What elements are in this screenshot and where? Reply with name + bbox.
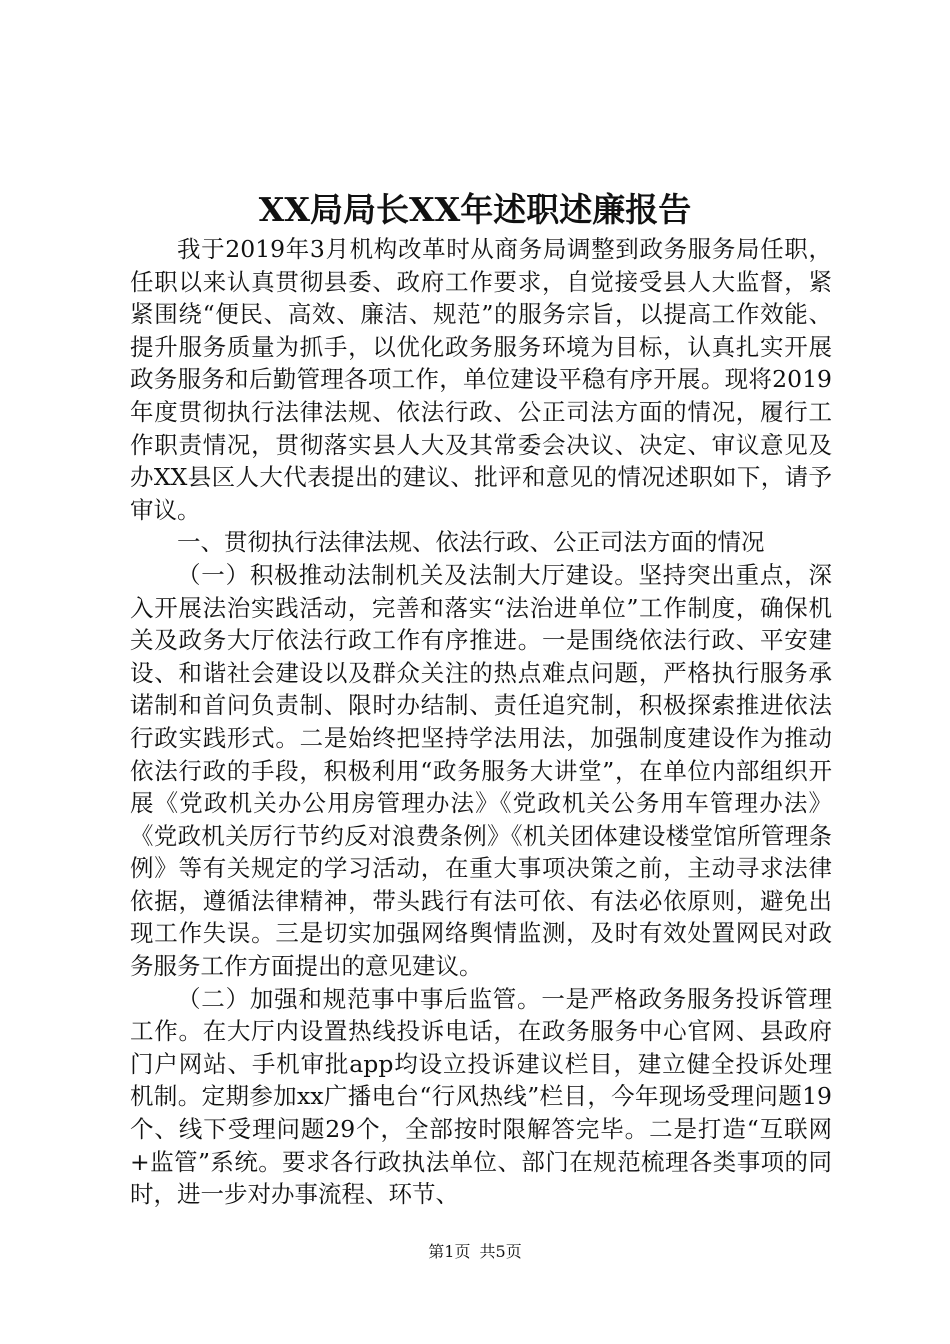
section-heading-1: 一、贯彻执行法律法规、依法行政、公正司法方面的情况	[177, 528, 765, 557]
document-title: XX局局长XX年述职述廉报告	[258, 190, 692, 229]
document-body	[130, 233, 832, 1211]
subsection-paragraph-1: （一）积极推动法制机关及法制大厅建设。坚持突出重点，深入开展法治实践活动，完善和落实“法治进单位”工作制度，确保机关及政务大厅依法行政工作有序推进。一是围绕依法行政、平安建设、和谐社会建设以及群众关注的热点难点问题，严格执行服务承诺制和首问负责制、限时办结制、责任追究制，积极探索推进依法行政实践形式。二是始终把坚持学法用法，加强制度建设作为推动依法行政的手段，积极利用“政务服务大讲堂”，在单位内部组织开展《党政机关办公用房管理办法》《党政机关公务用车管理办法》《党政机关厉行节约反对浪费条例》《机关团体建设楼堂馆所管理条例》等有关规定的学习活动，在重大事项决策之前，主动寻求法律依据，遵循法律精神，带头践行有法可依、有法必依原则，避免出现工作失误。三是切实加强网络舆情监测，及时有效处置网民对政务服务工作方面提出的意见建议。	[130, 560, 832, 981]
page-number: 第1页	[428, 1242, 471, 1261]
subsection-paragraph-2: （二）加强和规范事中事后监管。一是严格政务服务投诉管理工作。在大厅内设置热线投诉电话，在政务服务中心官网、县政府门户网站、手机审批app均设立投诉建议栏目，建立健全投诉处理机制。定期参加xx广播电台“行风热线”栏目，今年现场受理问题19个、线下受理问题29个，全部按时限解答完毕。二是打造“互联网+监管”系统。要求各行政执法单位、部门在规范梳理各类事项的同时，进一步对办事流程、环节、	[130, 984, 832, 1209]
intro-paragraph: 我于2019年3月机构改革时从商务局调整到政务服务局任职，任职以来认真贯彻县委、政府工作要求，自觉接受县人大监督，紧紧围绕“便民、高效、廉洁、规范”的服务宗旨，以提高工作效能、提升服务质量为抓手，以优化政务服务环境为目标，认真扎实开展政务服务和后勤管理各项工作，单位建设平稳有序开展。现将2019年度贯彻执行法律法规、依法行政、公正司法方面的情况，履行工作职责情况，贯彻落实县人大及其常委会决议、决定、审议意见及办XX县区人大代表提出的建议、批评和意见的情况述职如下，请予审议。	[130, 235, 832, 524]
page-total: 共5页	[479, 1242, 522, 1261]
page-footer	[0, 1240, 950, 1264]
